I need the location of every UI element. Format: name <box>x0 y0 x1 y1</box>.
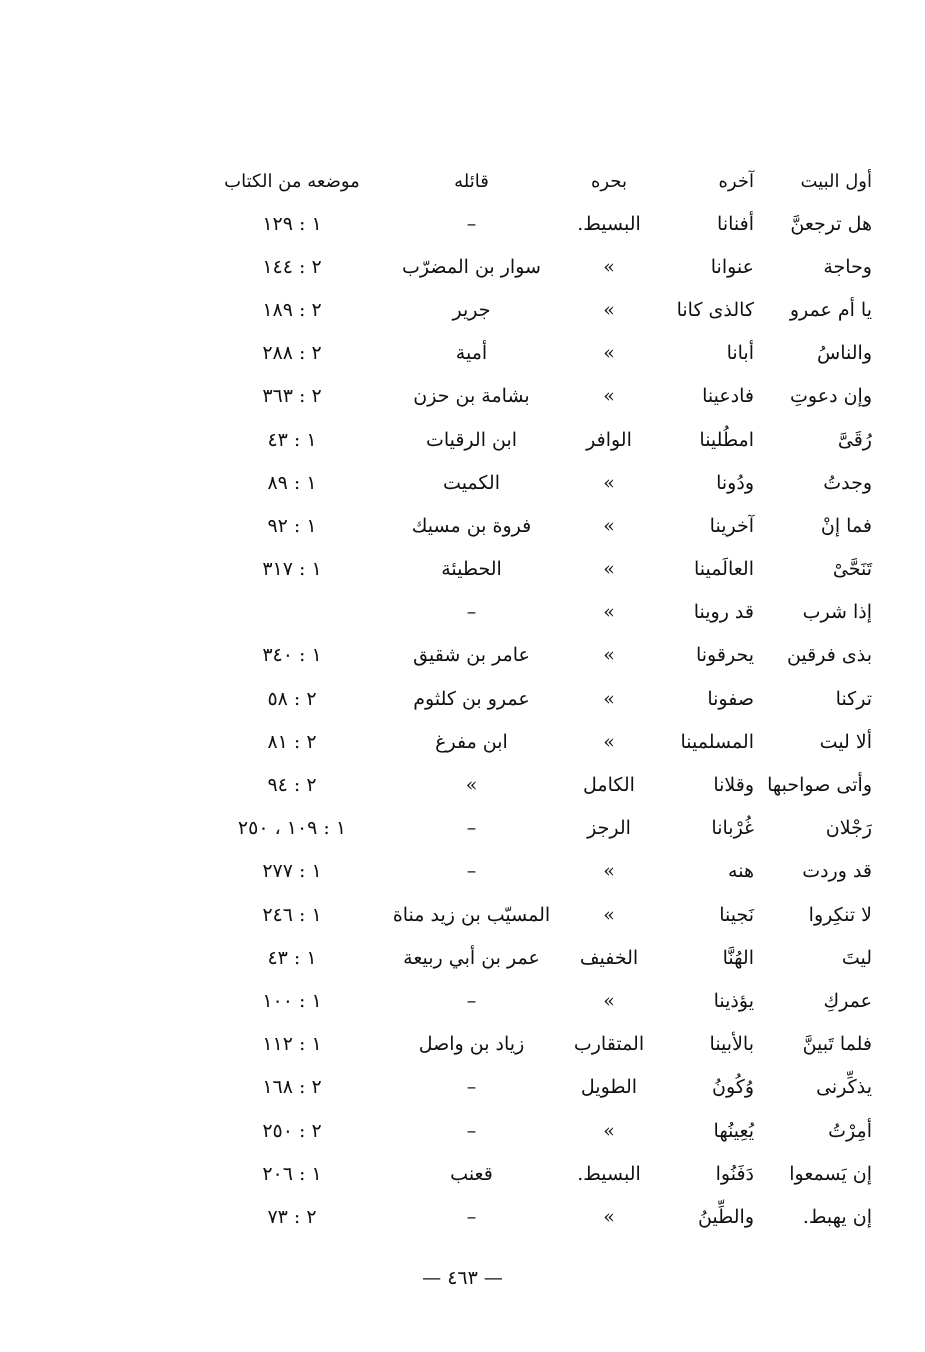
cell-first-of-verse: رُقَىَّ <box>837 428 872 451</box>
cell-meter: » <box>603 558 615 581</box>
cell-meter: الخفيف <box>579 946 639 969</box>
cell-poet: الكميت <box>443 471 500 494</box>
cell-end-of-verse: يُعِينُها <box>713 1119 754 1142</box>
cell-poet: – <box>466 601 477 624</box>
cell-meter: البسيط. <box>577 212 641 235</box>
cell-first-of-verse: عمركِ <box>823 989 872 1012</box>
cell-meter: » <box>603 255 615 278</box>
cell-meter: » <box>603 342 615 365</box>
cell-poet: الحطيئة <box>441 558 502 581</box>
cell-reference: ٢ : ٨١ <box>267 730 317 753</box>
cell-end-of-verse: الهُنَّا <box>722 946 754 969</box>
cell-first-of-verse: تركنا <box>835 687 872 710</box>
cell-reference: ٢ : ١٤٤ <box>262 255 322 278</box>
cell-first-of-verse: تَنَحَّىْ <box>832 558 872 581</box>
cell-poet: ابن الرقيات <box>425 428 518 451</box>
cell-poet: عمرو بن كلثوم <box>413 687 530 710</box>
table-row <box>200 288 872 331</box>
table-row <box>200 1066 872 1109</box>
table-row <box>200 936 872 979</box>
cell-reference: ١ : ١٢٩ <box>262 212 322 235</box>
cell-reference: ١ : ٢٤٦ <box>262 903 322 926</box>
cell-first-of-verse: هل ترجعنَّ <box>790 212 872 235</box>
cell-reference: ١ : ٤٣ <box>267 428 317 451</box>
cell-reference: ٢ : ٣٦٣ <box>262 385 322 408</box>
cell-end-of-verse: بالأبينا <box>709 1033 754 1056</box>
cell-reference: ١ : ٢٧٧ <box>262 860 322 883</box>
cell-end-of-verse: أفنانا <box>717 212 754 235</box>
cell-first-of-verse: لا تنكِروا <box>808 903 872 926</box>
cell-first-of-verse: إذا شرب <box>802 601 872 624</box>
header-end-of-verse: آخره <box>718 170 754 192</box>
cell-reference: ١ : ٣٤٠ <box>262 644 322 667</box>
cell-reference: ٢ : ٥٨ <box>267 687 317 710</box>
cell-first-of-verse: أمِرْتُ <box>828 1119 872 1142</box>
cell-poet: بشامة بن حزن <box>413 385 530 408</box>
table-row <box>200 461 872 504</box>
cell-end-of-verse: غُرْبانا <box>711 817 754 840</box>
cell-first-of-verse: يا أم عمرو <box>789 298 872 321</box>
cell-reference: ١ : ٩٢ <box>267 514 317 537</box>
cell-end-of-verse: فادعينا <box>702 385 754 408</box>
cell-meter: » <box>603 1119 615 1142</box>
cell-end-of-verse: دَفَنُوا <box>715 1162 754 1185</box>
table-row <box>200 591 872 634</box>
cell-meter: » <box>603 860 615 883</box>
cell-end-of-verse: يؤذينا <box>713 989 754 1012</box>
cell-poet: – <box>466 1205 477 1228</box>
cell-meter: الكامل <box>583 774 635 797</box>
cell-meter: » <box>603 601 615 624</box>
table-row <box>200 1195 872 1238</box>
cell-reference: ٢ : ١٦٨ <box>262 1076 322 1099</box>
cell-reference: ١ : ١٠٠ <box>262 989 322 1012</box>
table-row <box>200 807 872 850</box>
cell-end-of-verse: أبانا <box>726 342 754 365</box>
table-row <box>200 850 872 893</box>
cell-poet: عمر بن أبي ربيعة <box>403 946 540 969</box>
table-row <box>200 1023 872 1066</box>
cell-poet: جرير <box>452 298 491 321</box>
table-row <box>200 1152 872 1195</box>
cell-reference: ٢ : ٢٨٨ <box>262 342 322 365</box>
cell-first-of-verse: وجدتُ <box>823 471 872 494</box>
cell-reference: ٢ : ٧٣ <box>267 1205 317 1228</box>
cell-first-of-verse: وإن دعوتِ <box>790 385 872 408</box>
cell-first-of-verse: إن يهبط. <box>802 1205 872 1228</box>
cell-first-of-verse: بذى فرقين <box>786 644 872 667</box>
cell-reference: ١ : ١١٢ <box>262 1033 322 1056</box>
header-meter: بحره <box>591 170 627 192</box>
cell-end-of-verse: كالذى كانا <box>676 298 754 321</box>
table-row <box>200 893 872 936</box>
cell-first-of-verse: فما إنْ <box>820 514 872 537</box>
cell-meter: البسيط. <box>577 1162 641 1185</box>
cell-reference: ١ : ٣١٧ <box>262 558 322 581</box>
cell-end-of-verse: العالَمينا <box>693 558 754 581</box>
table-row <box>200 418 872 461</box>
table-row <box>200 677 872 720</box>
cell-first-of-verse: رَجْلان <box>825 817 872 840</box>
cell-poet: – <box>466 1076 477 1099</box>
cell-poet: سوار بن المضرّب <box>402 255 541 278</box>
cell-reference: ١ : ١٠٩ ، ٢٥٠ <box>237 817 347 840</box>
cell-poet: أمية <box>455 342 488 365</box>
cell-poet: عامر بن شقيق <box>413 644 530 667</box>
cell-end-of-verse: وقلانا <box>713 774 754 797</box>
cell-meter: الرجز <box>587 817 631 840</box>
cell-meter: » <box>603 385 615 408</box>
cell-reference: ١ : ٨٩ <box>267 471 317 494</box>
cell-poet: قعنب <box>450 1162 493 1185</box>
cell-poet: المسيّب بن زيد مناة <box>392 903 551 926</box>
cell-meter: » <box>603 989 615 1012</box>
cell-poet: – <box>466 1119 477 1142</box>
cell-first-of-verse: ليتَ <box>841 946 872 969</box>
cell-poet: ابن مفرغ <box>435 730 508 753</box>
table-row <box>200 1109 872 1152</box>
cell-poet: زياد بن واصل <box>418 1033 525 1056</box>
cell-poet: » <box>465 774 478 797</box>
cell-meter: المتقارب <box>573 1033 645 1056</box>
table-row <box>200 763 872 806</box>
cell-end-of-verse: عنوانا <box>710 255 754 278</box>
table-row <box>200 245 872 288</box>
table-row <box>200 375 872 418</box>
cell-first-of-verse: وأتى صواحبها <box>767 774 872 797</box>
cell-end-of-verse: قد روينا <box>693 601 754 624</box>
table-row <box>200 548 872 591</box>
table-row <box>200 634 872 677</box>
cell-meter: » <box>603 298 615 321</box>
table-row <box>200 979 872 1022</box>
cell-end-of-verse: ودُونا <box>716 471 754 494</box>
cell-meter: » <box>603 687 615 710</box>
cell-reference: ١ : ٢٠٦ <box>262 1162 322 1185</box>
cell-end-of-verse: صفونا <box>707 687 754 710</box>
cell-first-of-verse: ألا ليت <box>819 730 872 753</box>
cell-end-of-verse: هنه <box>728 860 754 883</box>
cell-end-of-verse: امطُلينا <box>699 428 754 451</box>
page-number: — ٤٦٣ — <box>422 1267 503 1289</box>
cell-poet: فروة بن مسيك <box>411 514 532 537</box>
cell-first-of-verse: فلما تَبينَّ <box>802 1033 872 1056</box>
cell-end-of-verse: نَجينا <box>719 903 754 926</box>
cell-reference: ٢ : ١٨٩ <box>262 298 322 321</box>
cell-meter: » <box>603 644 615 667</box>
cell-meter: » <box>603 514 615 537</box>
cell-meter: » <box>603 1205 615 1228</box>
table-row <box>200 202 872 245</box>
cell-first-of-verse: إن يَسمعوا <box>789 1162 872 1185</box>
cell-end-of-verse: آخرينا <box>709 514 754 537</box>
cell-end-of-verse: وُكُونُ <box>712 1076 754 1099</box>
cell-poet: – <box>466 860 477 883</box>
cell-meter: » <box>603 730 615 753</box>
cell-first-of-verse: والناسُ <box>817 342 872 365</box>
cell-reference: ٢ : ٩٤ <box>267 774 317 797</box>
cell-meter: » <box>603 471 615 494</box>
cell-reference: ١ : ٤٣ <box>267 946 317 969</box>
verse-index-table <box>200 160 872 1239</box>
table-body <box>200 202 872 1239</box>
cell-poet: – <box>466 989 477 1012</box>
table-row <box>200 720 872 763</box>
cell-end-of-verse: يحرقونا <box>695 644 754 667</box>
table-row <box>200 332 872 375</box>
header-poet: قائله <box>454 170 489 192</box>
cell-meter: » <box>603 903 615 926</box>
header-first-of-verse: أول البيت <box>800 170 872 192</box>
cell-meter: الوافر <box>586 428 632 451</box>
cell-first-of-verse: قد وردت <box>802 860 872 883</box>
table-row <box>200 504 872 547</box>
cell-meter: الطويل <box>580 1076 638 1099</box>
cell-poet: – <box>466 817 477 840</box>
cell-end-of-verse: والطِّينُ <box>697 1205 754 1228</box>
cell-first-of-verse: وحاجة <box>823 255 872 278</box>
cell-reference: ٢ : ٢٥٠ <box>262 1119 322 1142</box>
header-reference: موضعه من الكتاب <box>224 170 360 192</box>
cell-poet: – <box>466 212 477 235</box>
cell-end-of-verse: المسلمينا <box>680 730 754 753</box>
cell-first-of-verse: يذكِّرنى <box>816 1076 872 1099</box>
table-header <box>200 160 872 202</box>
